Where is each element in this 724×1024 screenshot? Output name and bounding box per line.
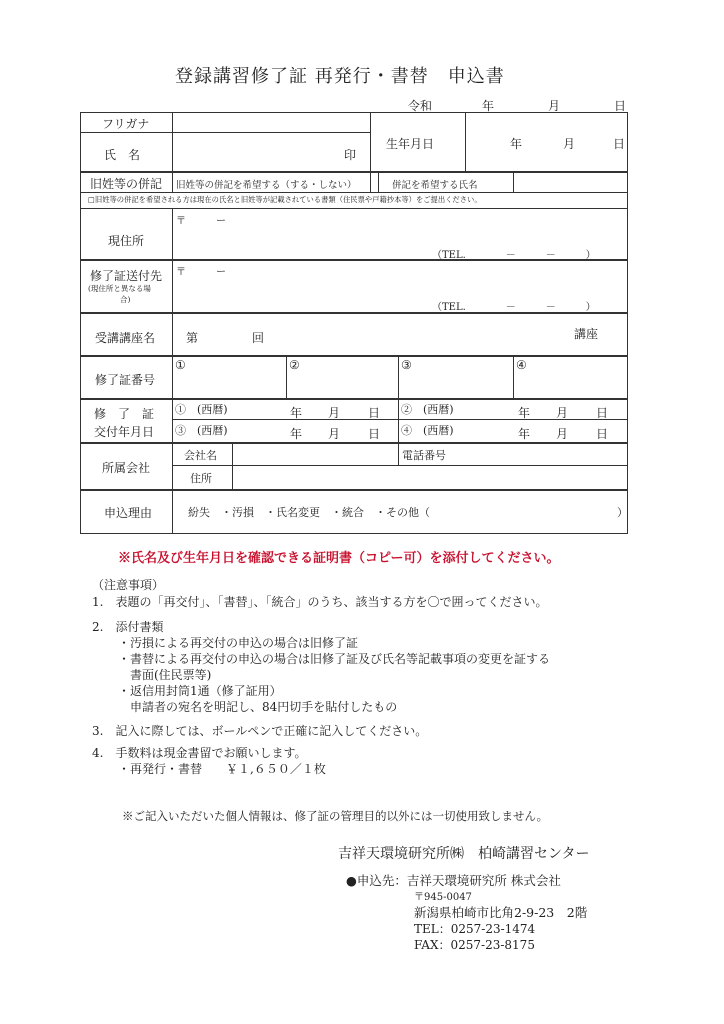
privacy-note: ※ご記入いただいた個人情報は、修了証の管理目的以外には一切使用致しません。: [122, 809, 549, 823]
send-sub1: (現住所と異なる場: [88, 284, 151, 293]
company-label: 所属会社: [102, 461, 151, 475]
note-2b: ・書替による再交付の申込の場合は旧修了証及び氏名等記載事項の変更を証する: [118, 652, 551, 666]
issue-d-4: 日: [596, 427, 609, 441]
old-name-text: 旧姓等の併記を希望する（する・しない）: [176, 180, 357, 191]
note-4: 4. 手数料は現金書留でお願いします。: [92, 746, 307, 760]
red-note: ※氏名及び生年月日を確認できる証明書（コピー可）を添付してください。: [118, 551, 560, 566]
send-postal: 〒 ー: [176, 267, 226, 278]
issue-cell-2: ② (西暦): [401, 403, 454, 416]
course-label: 受講講座名: [95, 331, 156, 345]
note-4a: ・再発行・書替 ￥１,６５０／１枚: [118, 762, 326, 776]
org-tel: TEL：0257-23-1474: [414, 922, 536, 936]
notes-header: （注意事項）: [92, 578, 165, 592]
furigana-label: フリガナ: [102, 117, 150, 131]
send-tel: （TEL. － － ）: [432, 302, 596, 313]
issue-m-3: 月: [328, 427, 341, 441]
issue-m-1: 月: [328, 406, 341, 420]
issue-d-1: 日: [368, 406, 381, 420]
company-name-label: 会社名: [184, 449, 217, 462]
form-frame: [80, 112, 628, 534]
course-kai: 回: [252, 331, 265, 345]
issue-d-3: 日: [368, 427, 381, 441]
issue-m-4: 月: [556, 427, 569, 441]
note-2c2: 申請者の宛名を明記し、84円切手を貼付したもの: [130, 700, 398, 714]
note-2: 2. 添付書類: [92, 620, 164, 634]
date-year: 年: [482, 99, 495, 113]
old-name-wish: 併記を希望する氏名: [392, 180, 478, 191]
date-month: 月: [548, 99, 561, 113]
issue-y-2: 年: [518, 406, 531, 420]
org-address: 新潟県柏崎市比角2-9-23 2階: [414, 905, 588, 920]
old-name-label: 旧姓等の併記: [90, 177, 163, 191]
issue-y-4: 年: [518, 427, 531, 441]
issue-d-2: 日: [596, 406, 609, 420]
birth-month: 月: [563, 137, 576, 151]
reason-options: 紛失 ・汚損 ・氏名変更 ・統合 ・その他（ ）: [188, 506, 628, 519]
note-2b2: 書面(住民票等): [130, 668, 212, 682]
name-label: 氏 名: [104, 148, 141, 162]
send-label: 修了証送付先: [90, 269, 163, 283]
company-tel-label: 電話番号: [402, 449, 446, 462]
issue-y-1: 年: [290, 406, 303, 420]
company-addr-label: 住所: [190, 472, 212, 485]
org-postal: 〒945-0047: [414, 892, 472, 903]
page-title: 登録講習修了証 再発行・書替 申込書: [175, 66, 505, 87]
note-3: 3. 記入に際しては、ボールペンで正確に記入してください。: [92, 724, 428, 738]
cert-mark-1: ①: [175, 358, 186, 372]
note-2c: ・返信用封筒1通（修了証用）: [118, 684, 282, 698]
old-name-note: □旧姓等の併記を希望される方は現在の氏名と旧姓等が記載されている書類（住民票や戸籍抄本等）をご提出ください。: [88, 195, 482, 204]
issue-label-2: 交付年月日: [94, 425, 155, 439]
org-fax: FAX：0257-23-8175: [414, 938, 535, 952]
issue-cell-1: ① (西暦): [175, 403, 228, 416]
issue-label-1: 修 了 証: [94, 407, 155, 421]
seal-mark: 印: [344, 148, 357, 162]
send-sub2: 合): [120, 295, 131, 304]
birth-year: 年: [510, 137, 523, 151]
cert-mark-2: ②: [289, 358, 300, 372]
issue-y-3: 年: [290, 427, 303, 441]
note-2a: ・汚損による再交付の申込の場合は旧修了証: [118, 636, 359, 650]
issue-m-2: 月: [556, 406, 569, 420]
org-name: 吉祥天環境研究所㈱ 柏崎講習センター: [338, 846, 590, 862]
address-postal: 〒 ー: [176, 216, 226, 227]
cert-mark-4: ④: [516, 358, 527, 372]
note-1: 1. 表題の「再交付」、「書替」、「統合」のうち、該当する方を〇で囲ってください。: [92, 595, 548, 609]
date-era: 令和: [408, 99, 433, 113]
issue-cell-4: ④ (西暦): [401, 424, 454, 437]
address-tel: （TEL. － － ）: [432, 250, 596, 261]
course-dai: 第: [186, 331, 199, 345]
reason-label: 申込理由: [104, 506, 153, 520]
birth-label: 生年月日: [386, 137, 435, 151]
date-day: 日: [614, 99, 627, 113]
birth-day: 日: [613, 137, 626, 151]
cert-mark-3: ③: [401, 358, 412, 372]
cert-no-label: 修了証番号: [95, 373, 156, 387]
issue-cell-3: ③ (西暦): [175, 424, 228, 437]
course-kouza: 講座: [574, 327, 599, 341]
address-label: 現住所: [108, 234, 145, 248]
apply-to: ●申込先：吉祥天環境研究所 株式会社: [346, 873, 561, 888]
